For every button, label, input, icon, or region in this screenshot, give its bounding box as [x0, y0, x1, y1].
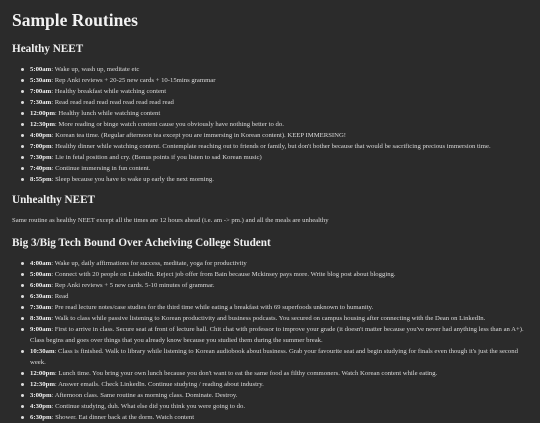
list-item — [30, 346, 526, 368]
time-label: 4:30pm — [30, 403, 52, 410]
list-item — [30, 379, 526, 390]
section-heading-healthy-neet: Healthy NEET — [12, 43, 84, 55]
list-item — [30, 258, 526, 269]
item-text: : First to arrive in class. Secure seat at front of lecture hall. Chit chat with professor to improve your grade (it doesn't matter because you've never had anything less than an A+). Class begins and goes over things that you already know because you studied them during the summer break. — [30, 326, 524, 344]
time-label: 4:00pm — [30, 132, 52, 139]
list-item — [30, 152, 526, 163]
time-label: 3:00pm — [30, 392, 52, 399]
item-text: : Healthy dinner while watching content. Contemplate reaching out to friends or family, but don't bother because that would be sacrificing precious immersion time. — [51, 143, 491, 150]
time-label: 8:30am — [30, 315, 52, 322]
time-label: 6:30pm — [30, 414, 52, 421]
item-text: : Rep Anki reviews + 20-25 new cards + 10-15mins grammar — [51, 77, 216, 84]
item-text: : Continue studying, duh. What else did you think you were going to do. — [51, 403, 245, 410]
item-text: : Class is finished. Walk to library while listening to Korean audiobook about business. Grab your favourite seat and begin studying for finals even though it's just the second week. — [30, 348, 518, 366]
list-item — [30, 163, 526, 174]
item-text: : Korean tea time. (Regular afternoon tea except you are immersing in Korean content). KEEP IMMERSING! — [51, 132, 347, 139]
list-item — [30, 269, 526, 280]
time-label: 6:30am — [30, 293, 52, 300]
list-item — [30, 64, 526, 75]
item-text: : Wake up, wash up, meditate etc — [51, 66, 140, 73]
item-text: : Lie in fetal position and cry. (Bonus points if you listen to sad Korean music) — [51, 154, 262, 161]
list-item — [30, 313, 526, 324]
list-item — [30, 412, 526, 423]
item-text: : Rep Anki reviews + 5 new cards. 5-10 minutes of grammar. — [51, 282, 215, 289]
item-text: : Lunch time. You bring your own lunch because you don't want to eat the same food as filthy commoners. Watch Korean content while eating. — [54, 370, 438, 377]
page-title: Sample Routines — [12, 10, 138, 30]
routine-list-healthy-neet — [12, 64, 526, 185]
time-label: 4:00am — [30, 260, 52, 267]
item-text: : Read read read read read read read read read — [51, 99, 174, 106]
time-label: 8:55pm — [30, 176, 52, 183]
time-label: 10:30am — [30, 348, 55, 355]
list-item — [30, 119, 526, 130]
time-label: 6:00am — [30, 282, 52, 289]
item-text: : More reading or binge watch content cause you obviously have nothing better to do. — [54, 121, 284, 128]
time-label: 7:30am — [30, 99, 52, 106]
time-label: 5:00am — [30, 66, 52, 73]
item-text: : Connect with 20 people on LinkedIn. Reject job offer from Bain because Mckinsey pays more. Write blog post about blogging. — [51, 271, 396, 278]
list-item — [30, 97, 526, 108]
list-item — [30, 390, 526, 401]
routine-list-college-student — [12, 258, 526, 423]
time-label: 7:30pm — [30, 154, 52, 161]
item-text: : Healthy breakfast while watching content — [51, 88, 167, 95]
item-text: : Healthy lunch while watching content — [54, 110, 161, 117]
item-text: : Answer emails. Check LinkedIn. Continue studying / reading about industry. — [54, 381, 264, 388]
time-label: 7:30am — [30, 304, 52, 311]
list-item — [30, 280, 526, 291]
item-text: : Shower. Eat dinner back at the dorm. Watch content — [51, 414, 195, 421]
item-text: : Wake up, daily affirmations for success, meditate, yoga for productivity — [51, 260, 247, 267]
item-text: : Afternoon class. Same routine as morning class. Dominate. Destroy. — [51, 392, 238, 399]
list-item — [30, 401, 526, 412]
item-text: : Walk to class while passive listening to Korean productivity and business podcasts. You secured on campus housing after connecting with the Dean on LinkedIn. — [51, 315, 486, 322]
time-label: 7:40pm — [30, 165, 52, 172]
time-label: 7:00am — [30, 88, 52, 95]
section-heading-college-student: Big 3/Big Tech Bound Over Acheiving College Student — [12, 237, 271, 249]
time-label: 9:00am — [30, 326, 52, 333]
list-item — [30, 302, 526, 313]
list-item — [30, 368, 526, 379]
time-label: 5:30am — [30, 77, 52, 84]
list-item — [30, 291, 526, 302]
time-label: 7:00pm — [30, 143, 52, 150]
time-label: 5:00am — [30, 271, 52, 278]
list-item — [30, 108, 526, 119]
time-label: 12:00pm — [30, 110, 55, 117]
time-label: 12:30pm — [30, 121, 55, 128]
section-paragraph: Same routine as healthy NEET except all the times are 12 hours ahead (i.e. am -> pm.) and all the meals are unhealthy — [12, 217, 329, 224]
list-item — [30, 324, 526, 346]
item-text: : Read — [51, 293, 69, 300]
item-text: : Sleep because you have to wake up early the next morning. — [51, 176, 214, 183]
list-item — [30, 130, 526, 141]
list-item — [30, 174, 526, 185]
section-heading-unhealthy-neet: Unhealthy NEET — [12, 194, 95, 206]
list-item — [30, 141, 526, 152]
item-text: : Continue immersing in fun content. — [51, 165, 151, 172]
time-label: 12:30pm — [30, 381, 55, 388]
item-text: : Pre read lecture notes/case studies for the third time while eating a breakfast with 69 superfoods unknown to humanity. — [51, 304, 374, 311]
list-item — [30, 86, 526, 97]
list-item — [30, 75, 526, 86]
time-label: 12:00pm — [30, 370, 55, 377]
